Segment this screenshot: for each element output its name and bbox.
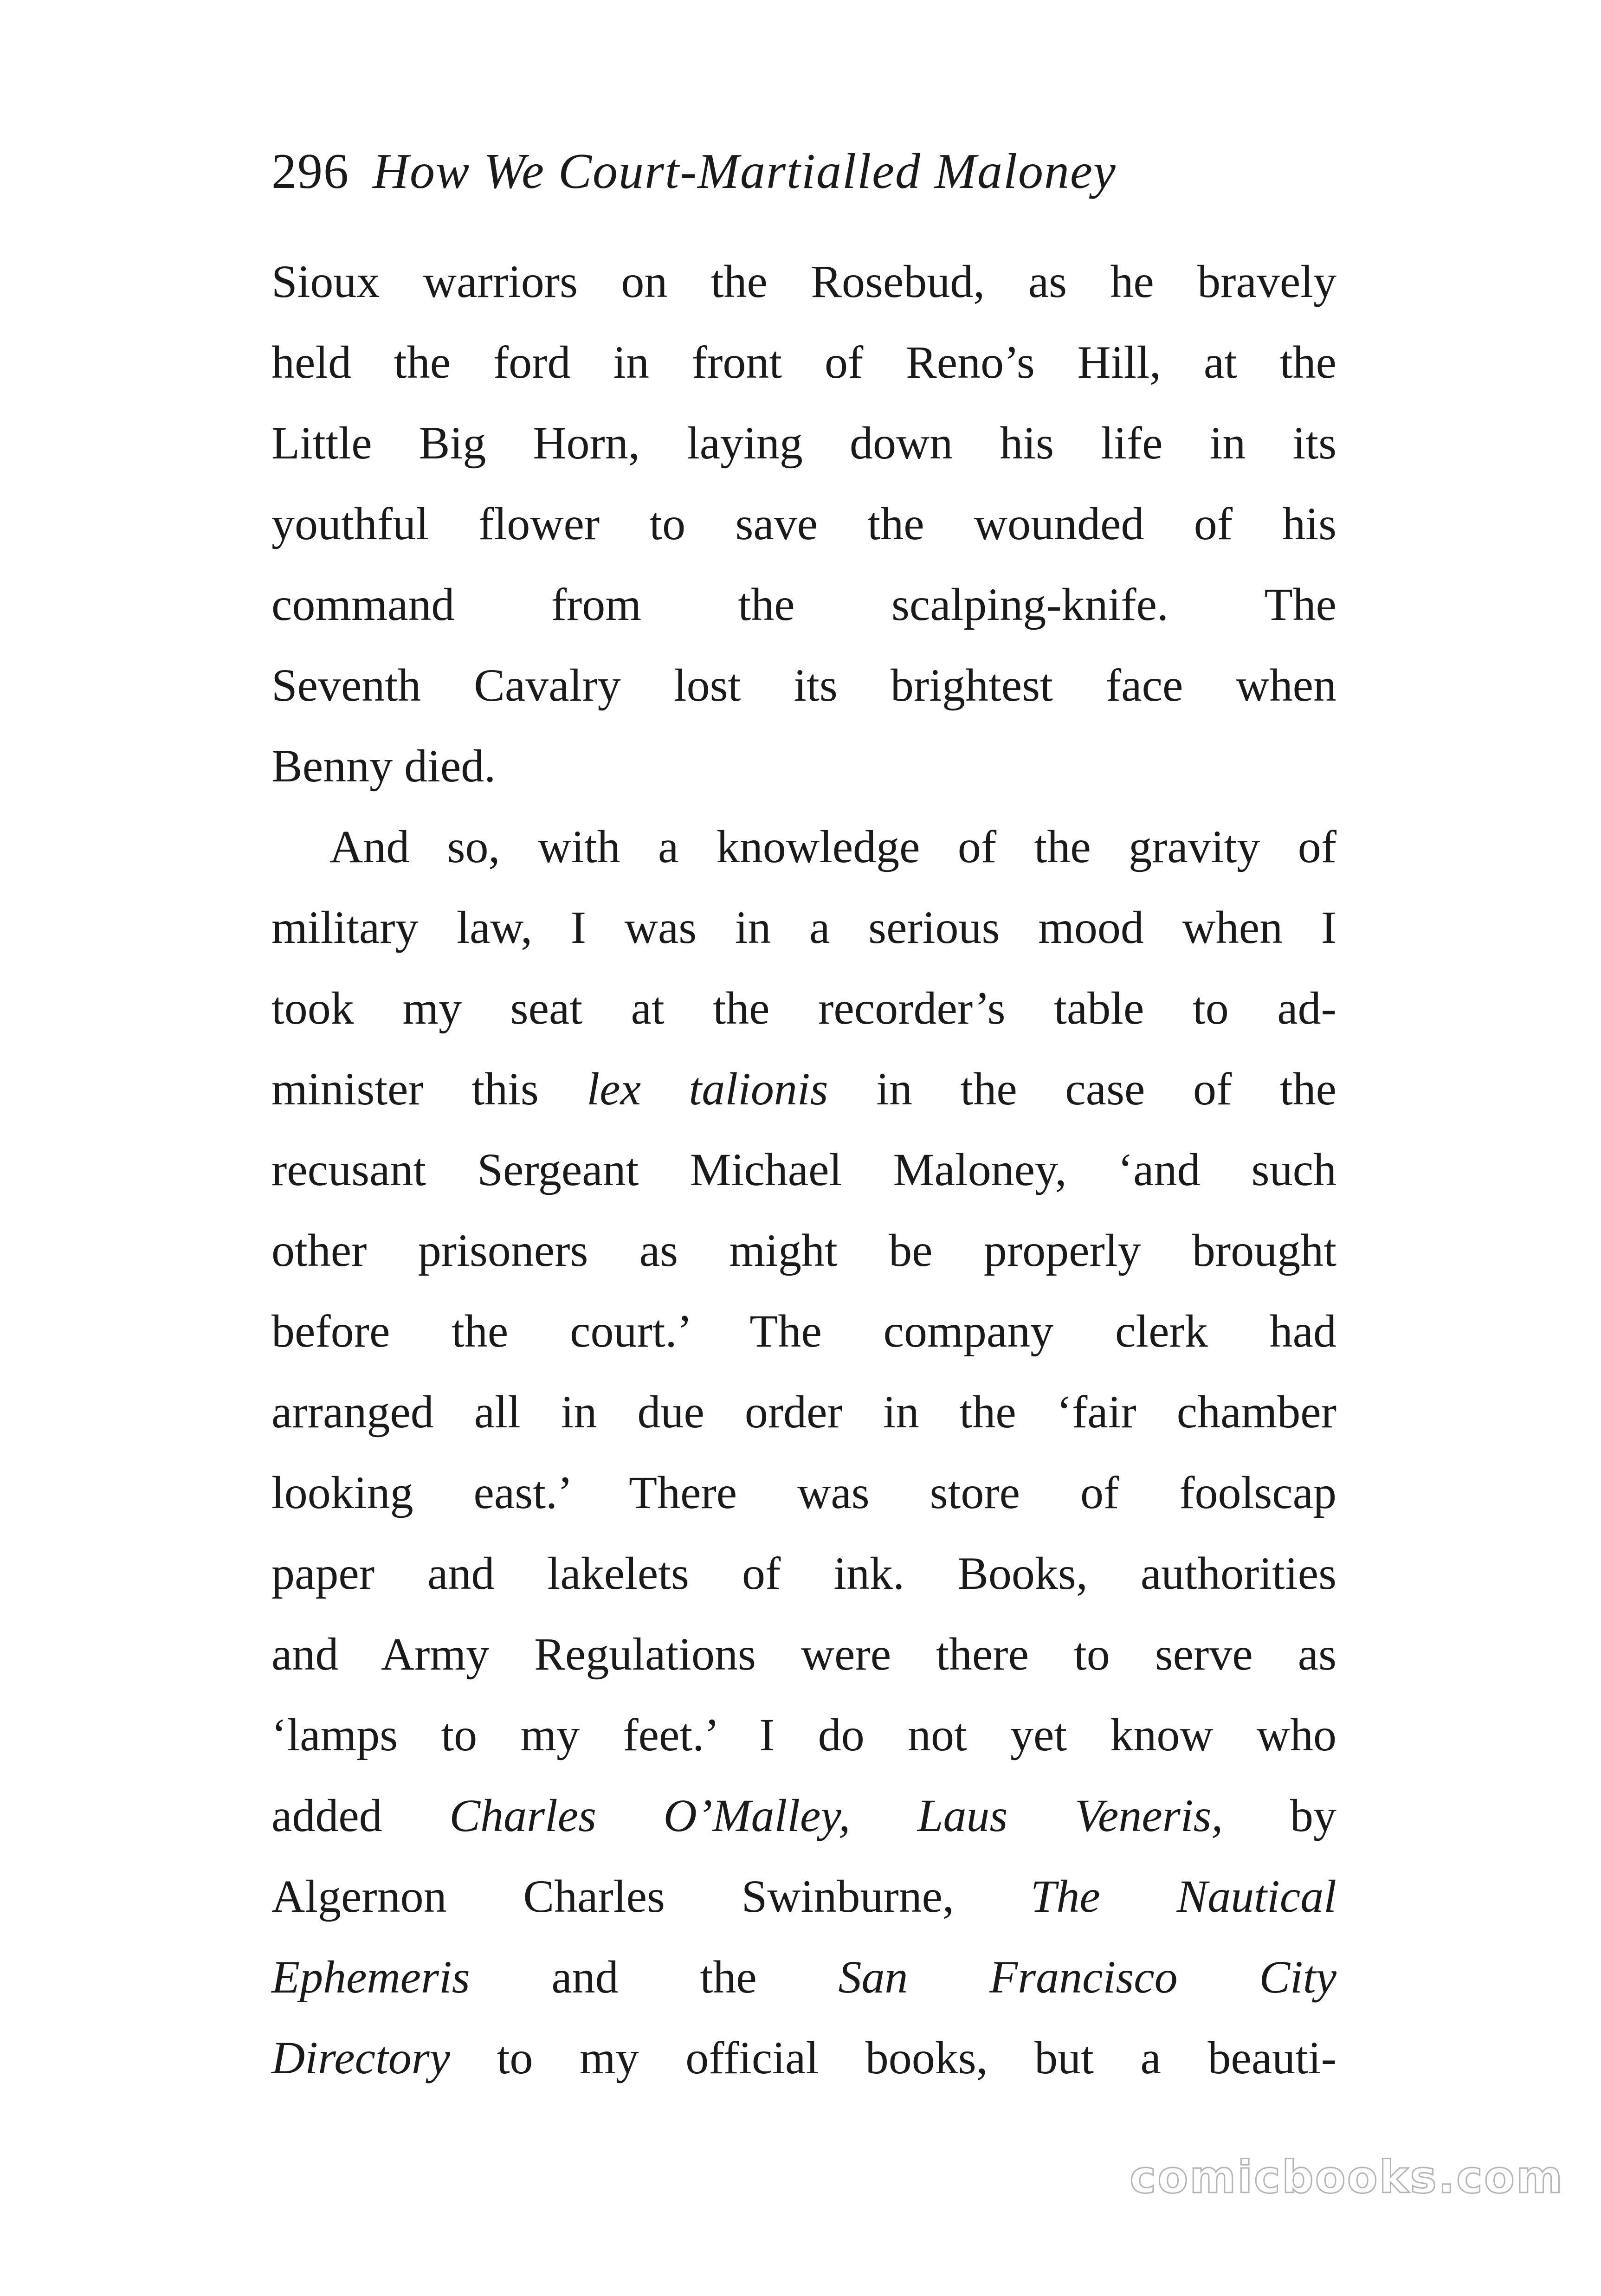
text-line: paper and lakelets of ink. Books, authorities — [271, 1548, 1336, 1599]
text-line — [271, 1049, 1336, 1129]
text-line: other prisoners as might be properly brought — [271, 1225, 1336, 1276]
italic-title: Ephemeris — [271, 1951, 470, 2003]
text-segment: to my official books, but a beauti- — [497, 2032, 1337, 2083]
text-line: took my seat at the recorder’s table to ad- — [271, 982, 1336, 1034]
body-text — [271, 241, 1336, 2098]
page-number: 296 — [271, 144, 349, 199]
italic-title: Charles O’Malley, — [449, 1790, 851, 1841]
text-line — [271, 1937, 1336, 2018]
text-line: looking east.’ There was store of foolscap — [271, 1467, 1336, 1518]
italic-title: The Nautical — [1030, 1870, 1337, 1922]
text-line: Sioux warriors on the Rosebud, as he bravely — [271, 256, 1336, 307]
text-line: Little Big Horn, laying down his life in its — [271, 417, 1336, 469]
text-segment: and the — [551, 1951, 757, 2003]
text-line: Benny died. — [271, 740, 496, 792]
text-line — [271, 2018, 1336, 2098]
text-line: And so, with a knowledge of the gravity of — [329, 821, 1336, 872]
text-line — [271, 1856, 1336, 1937]
italic-phrase: lex talionis — [587, 1063, 828, 1115]
text-line: military law, I was in a serious mood when I — [271, 902, 1336, 953]
text-segment: in the case of the — [876, 1063, 1337, 1115]
italic-title: Laus Veneris, — [917, 1790, 1223, 1841]
text-line: before the court.’ The company clerk had — [271, 1305, 1336, 1357]
text-line: youthful flower to save the wounded of his — [271, 498, 1336, 549]
text-segment: minister this — [271, 1063, 539, 1115]
text-segment: added — [271, 1790, 382, 1841]
text-line — [271, 1775, 1336, 1856]
text-segment: by — [1290, 1790, 1337, 1841]
running-header — [271, 139, 1117, 204]
text-line: arranged all in due order in the ‘fair chamber — [271, 1386, 1336, 1438]
text-line: command from the scalping-knife. The — [271, 579, 1336, 630]
text-line: held the ford in front of Reno’s Hill, at the — [271, 336, 1336, 388]
italic-title: Directory — [271, 2032, 451, 2083]
text-line: and Army Regulations were there to serve as — [271, 1628, 1336, 1680]
text-line: Seventh Cavalry lost its brightest face when — [271, 659, 1336, 711]
running-title: How We Court-Martialled Maloney — [373, 144, 1117, 199]
watermark-logo: comicbooks.com — [1130, 2151, 1564, 2203]
text-segment: Algernon Charles Swinburne, — [271, 1870, 955, 1922]
text-line: ‘lamps to my feet.’ I do not yet know who — [271, 1709, 1336, 1761]
italic-title: San Francisco City — [838, 1951, 1337, 2003]
text-line: recusant Sergeant Michael Maloney, ‘and such — [271, 1144, 1336, 1195]
